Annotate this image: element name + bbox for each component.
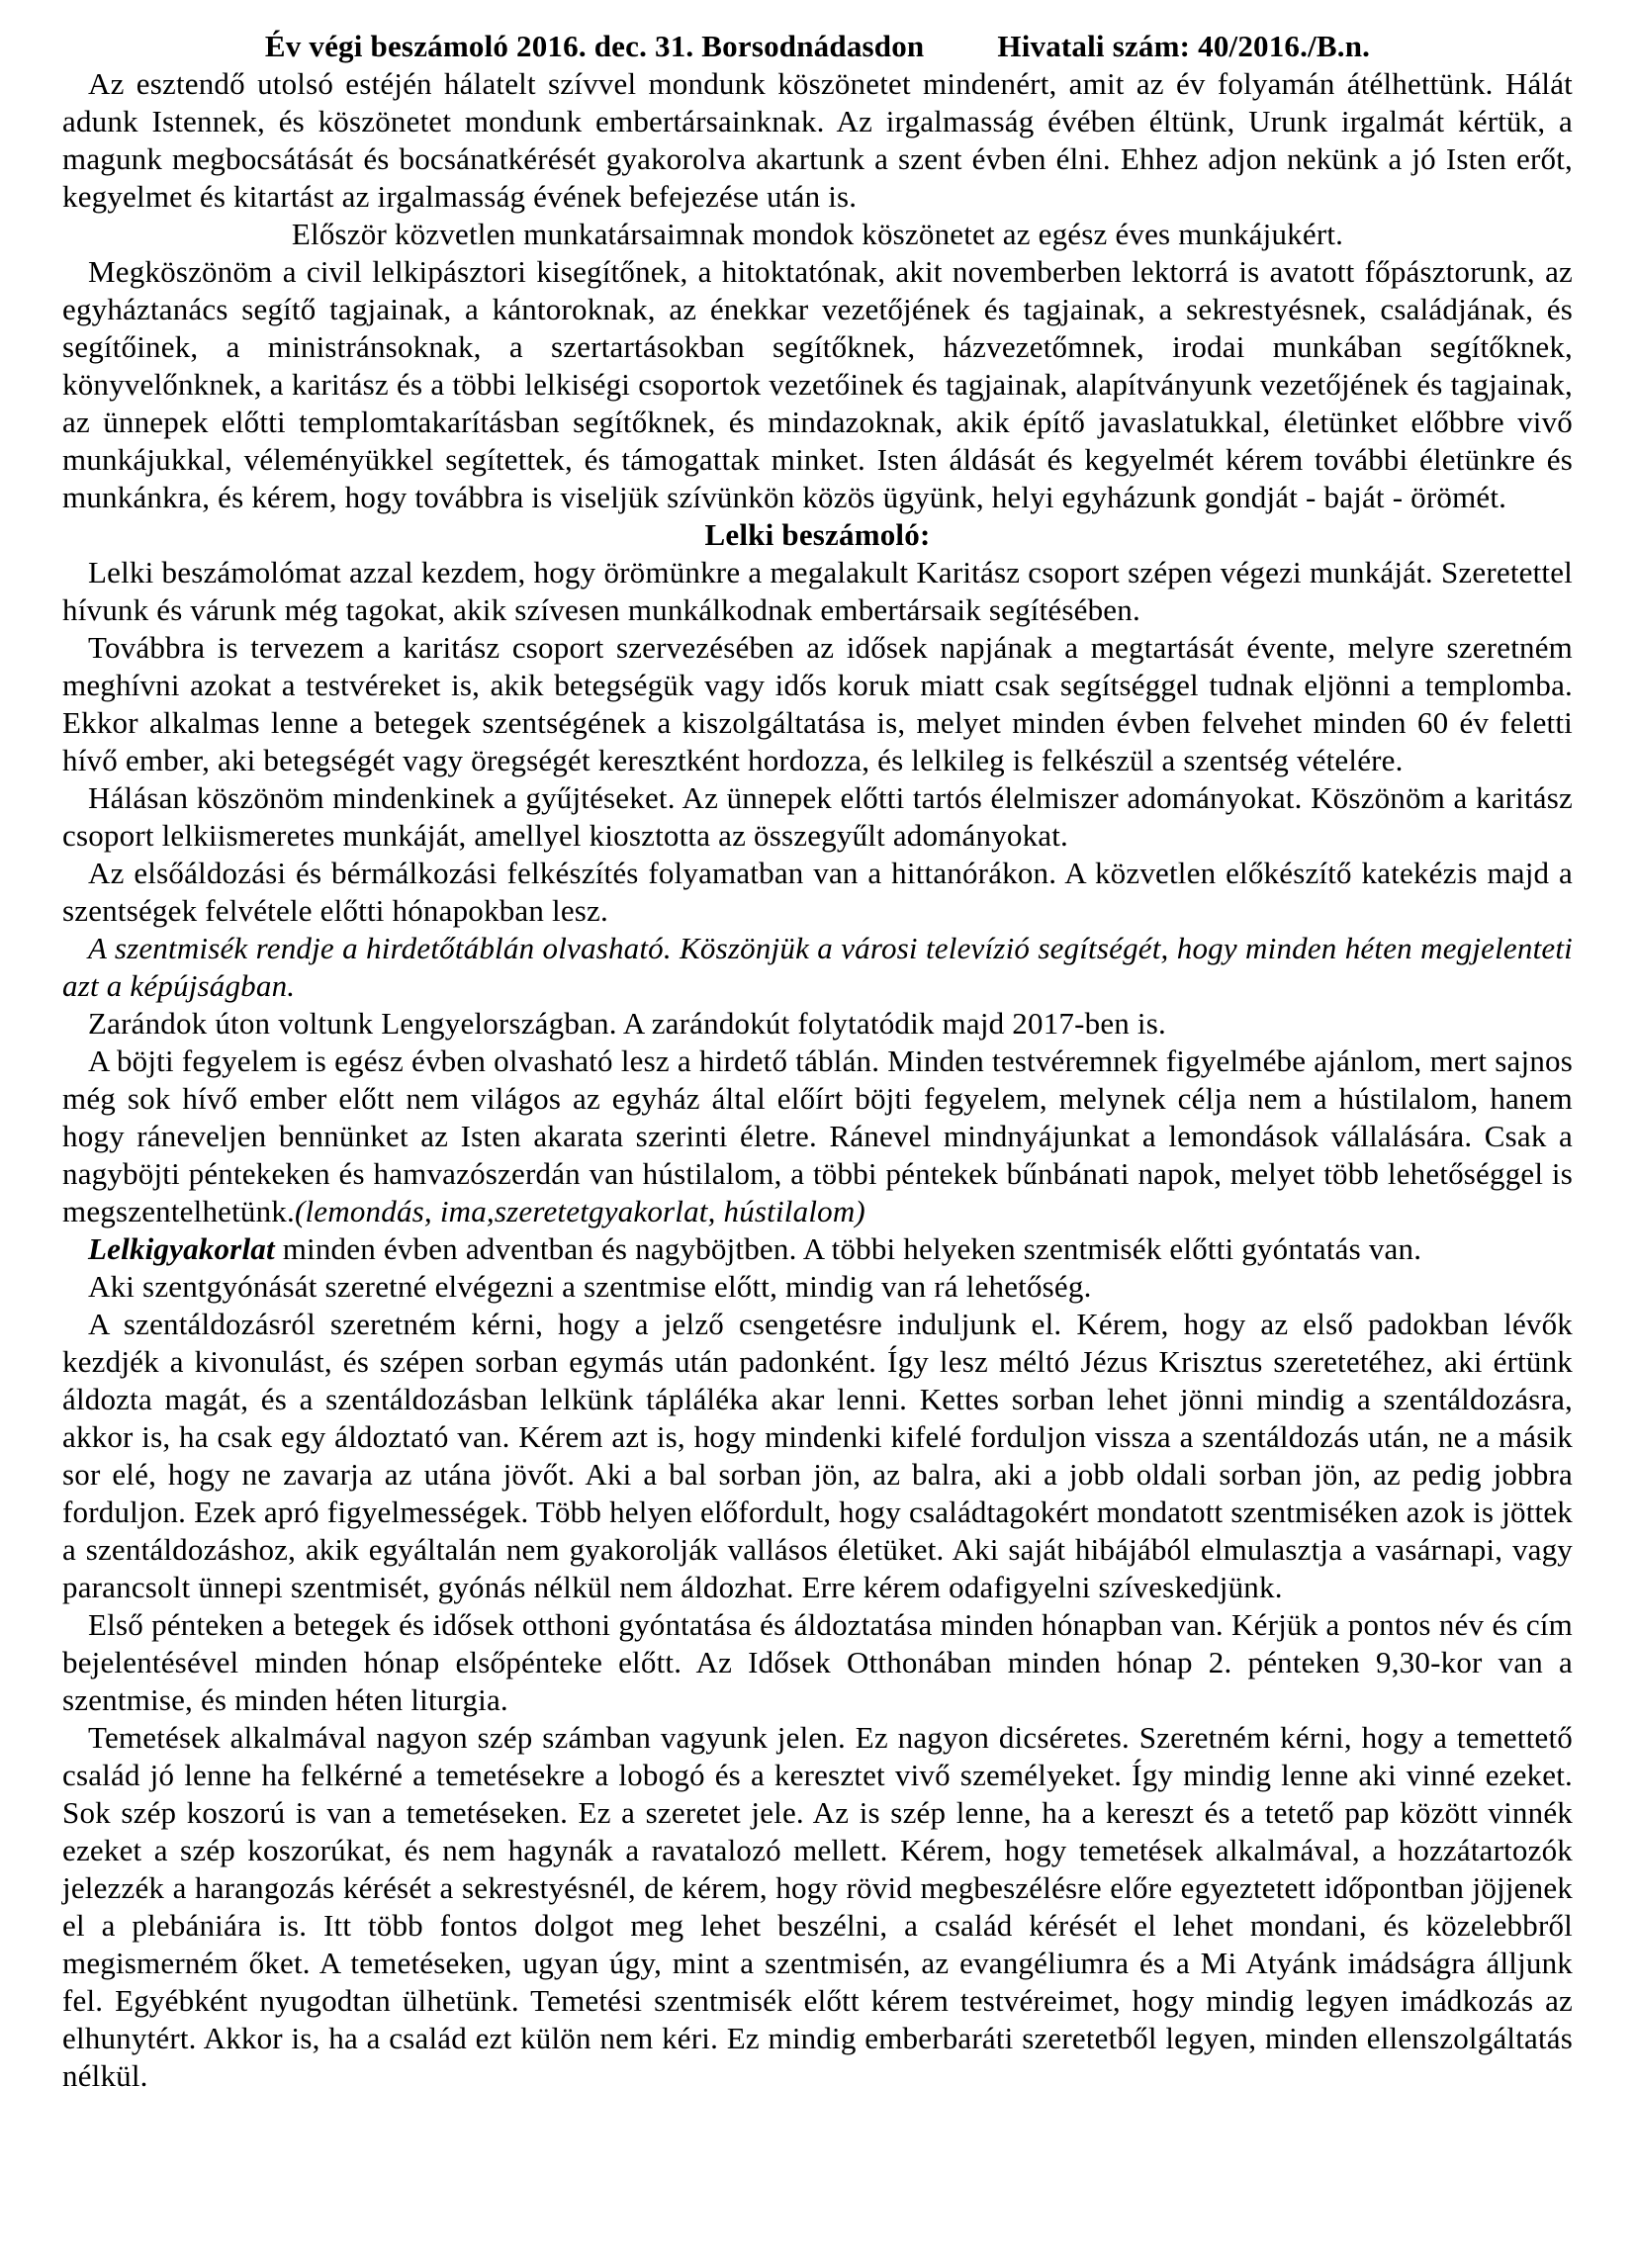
text-segment: Továbbra is tervezem a karitász csoport szervezésében az idősek napjának a megtartását évente, melyre szeretném meghívni azokat a testvéreket is, akik betegségük vagy idős koruk miatt csak segítséggel tudnak eljönni a templomba. Ekkor alkalmas lenne a betegek szentségének a kiszolgáltatása is, melyet minden évben felvehet minden 60 év feletti hívő ember, aki betegségét vagy öregségét keresztként hordozza, és lelkileg is felkészül a szentség vételére. bbox=[62, 630, 1573, 777]
document-title-main: Év végi beszámoló 2016. dec. 31. Borsodnádasdon bbox=[264, 29, 925, 63]
paragraph-spiritual-exercise bbox=[62, 1230, 1573, 1268]
paragraph-confession bbox=[62, 1268, 1573, 1306]
text-segment: Zarándok úton voltunk Lengyelországban. A zarándokút folytatódik majd 2017-ben is. bbox=[88, 1006, 1166, 1041]
document-title-office-number: Hivatali szám: 40/2016./B.n. bbox=[997, 29, 1371, 63]
text-segment: minden évben adventban és nagyböjtben. A többi helyeken szentmisék előtti gyóntatás van. bbox=[274, 1231, 1422, 1266]
document-title bbox=[62, 28, 1573, 65]
paragraph-funerals bbox=[62, 1719, 1573, 2095]
paragraph-holy-communion-order bbox=[62, 1306, 1573, 1606]
line-coworkers-thanks bbox=[62, 216, 1573, 253]
paragraph-mass-schedule bbox=[62, 930, 1573, 1005]
text-segment: Az elsőáldozási és bérmálkozási felkészítés folyamatban van a hittanórákon. A közvetlen előkészítő katekézis majd a szentségek felvétele előtti hónapokban lesz. bbox=[62, 856, 1573, 928]
paragraph-fasting-discipline bbox=[62, 1043, 1573, 1230]
text-segment: Lelkigyakorlat bbox=[88, 1231, 275, 1266]
text-segment: A böjti fegyelem is egész évben olvasható lesz a hirdető táblán. Minden testvéremnek figyelmébe ajánlom, mert sajnos még sok hívő ember előtt nem világos az egyház által előírt böjti fegyelem, melynek célja nem a hústilalom, hanem hogy ráneveljen bennünket az Isten akarata szerinti életre. Ránevel mindnyájunkat a lemondások vállalására. Csak a nagyböjti péntekeken és hamvazószerdán van hústilalom, a többi péntekek bűnbánati napok, melyet több lehetőséggel is megszentelhetünk. bbox=[62, 1043, 1573, 1228]
paragraph-karitasz-group bbox=[62, 554, 1573, 629]
text-segment: Megköszönöm a civil lelkipásztori kisegítőnek, a hitoktatónak, akit novemberben lektorrá is avatott főpásztorunk, az egyháztanács segítő tagjainak, a kántoroknak, az énekkar vezetőjének és tagjainak, a sekrestyésnek, családjának, és segítőinek, a ministránsoknak, a szertartásokban segítőknek, házvezetőmnek, irodai munkában segítőknek, könyvelőnknek, a karitász és a többi lelkiségi csoportok vezetőinek és tagjainak, alapítványunk vezetőjének és tagjainak, az ünnepek előtti templomtakarításban segítőknek, és mindazoknak, akik építő javaslatukkal, életünket előbbre vivő munkájukkal, véleményükkel segítettek, és támogattak minket. Isten áldását és kegyelmét kérem további életünkre és munkánkra, és kérem, hogy továbbra is viseljük szívünkön közös ügyünk, helyi egyházunk gondját - baját - örömét. bbox=[62, 254, 1573, 514]
paragraph-year-end-thanks bbox=[62, 65, 1573, 216]
text-segment: A szentmisék rendje a hirdetőtáblán olvasható. Köszönjük a városi televízió segítségét, hogy minden héten megjelenteti azt a képújságban. bbox=[62, 931, 1573, 1003]
text-segment: Lelki beszámoló: bbox=[704, 517, 931, 552]
document-body bbox=[62, 65, 1573, 2095]
paragraph-first-friday bbox=[62, 1606, 1573, 1719]
paragraph-collections-thanks bbox=[62, 779, 1573, 855]
text-segment: Aki szentgyónását szeretné elvégezni a szentmise előtt, mindig van rá lehetőség. bbox=[88, 1269, 1092, 1304]
text-segment: Hálásan köszönöm mindenkinek a gyűjtéseket. Az ünnepek előtti tartós élelmiszer adományokat. Köszönöm a karitász csoport lelkiismeretes munkáját, amellyel kiosztotta az összegyűlt adományokat. bbox=[62, 780, 1573, 853]
text-segment: (lemondás, ima,szeretetgyakorlat, hústilalom) bbox=[294, 1194, 865, 1228]
paragraph-acknowledgements bbox=[62, 253, 1573, 516]
text-segment: Az esztendő utolsó estéjén hálatelt szívvel mondunk köszönetet mindenért, amit az év folyamán átélhettünk. Hálát adunk Istennek, és köszönetet mondunk embertársainknak. Az irgalmasság évében éltünk, Urunk irgalmát kértük, a magunk megbocsátását és bocsánatkérését gyakorolva akartunk a szent évben élni. Ehhez adjon nekünk a jó Isten erőt, kegyelmet és kitartást az irgalmasság évének befejezése után is. bbox=[62, 66, 1573, 214]
heading-spiritual-report bbox=[62, 516, 1573, 554]
text-segment: Először közvetlen munkatársaimnak mondok köszönetet az egész éves munkájukért. bbox=[291, 217, 1344, 251]
paragraph-elderly-day bbox=[62, 629, 1573, 779]
text-segment: A szentáldozásról szeretném kérni, hogy a jelző csengetésre induljunk el. Kérem, hogy az első padokban lévők kezdjék a kivonulást, és szépen sorban egymás után padonként. Így lesz méltó Jézus Krisztus szeretetéhez, aki értünk áldozta magát, és a szentáldozásban lelkünk tápláléka akar lenni. Kettes sorban lehet jönni mindig a szentáldozásra, akkor is, ha csak egy áldoztató van. Kérem azt is, hogy mindenki kifelé forduljon vissza a szentáldozás után, ne a másik sor elé, hogy ne zavarja az utána jövőt. Aki a bal sorban jön, az balra, aki a jobb oldali sorban jön, az pedig jobbra forduljon. Ezek apró figyelmességek. Több helyen előfordult, hogy családtagokért mondatott szentmiséken azok is jöttek a szentáldozáshoz, akik egyáltalán nem gyakorolják vallásos életüket. Aki saját hibájából elmulasztja a vasárnapi, vagy parancsolt ünnepi szentmisét, gyónás nélkül nem áldozhat. Erre kérem odafigyelni szíveskedjünk. bbox=[62, 1307, 1573, 1604]
paragraph-first-communion bbox=[62, 855, 1573, 930]
text-segment: Első pénteken a betegek és idősek otthoni gyóntatása és áldoztatása minden hónapban van. Kérjük a pontos név és cím bejelentésével minden hónap elsőpénteke előtt. Az Idősek Otthonában minden hónap 2. pénteken 9,30-kor van a szentmise, és minden héten liturgia. bbox=[62, 1607, 1573, 1717]
text-segment: Temetések alkalmával nagyon szép számban vagyunk jelen. Ez nagyon dicséretes. Szeretném kérni, hogy a temettető család jó lenne ha felkérné a temetésekre a lobogó és a keresztet vivő személyeket. Így mindig lenne aki vinné ezeket. Sok szép koszorú is van a temetéseken. Ez a szeretet jele. Az is szép lenne, ha a kereszt és a tetető pap között vinnék ezeket a szép koszorúkat, és nem hagynák a ravatalozó mellett. Kérem, hogy temetések alkalmával, a hozzátartozók jelezzék a harangozás kérését a sekrestyésnél, de kérem, hogy rövid megbeszélésre előre egyeztetett időpontban jöjjenek el a plebániára is. Itt több fontos dolgot meg lehet beszélni, a család kérését el lehet mondani, és közelebbről megismerném őket. A temetéseken, ugyan úgy, mint a szentmisén, az evangéliumra és a Mi Atyánk imádságra álljunk fel. Egyébként nyugodtan ülhetünk. Temetési szentmisék előtt kérem testvéreimet, hogy mindig legyen imádkozás az elhunytért. Akkor is, ha a család ezt külön nem kéri. Ez mindig emberbaráti szeretetből legyen, minden ellenszolgáltatás nélkül. bbox=[62, 1720, 1573, 2093]
text-segment: Lelki beszámolómat azzal kezdem, hogy örömünkre a megalakult Karitász csoport szépen végezi munkáját. Szeretettel hívunk és várunk még tagokat, akik szívesen munkálkodnak embertársaik segítésében. bbox=[62, 555, 1573, 627]
paragraph-pilgrimage bbox=[62, 1005, 1573, 1043]
